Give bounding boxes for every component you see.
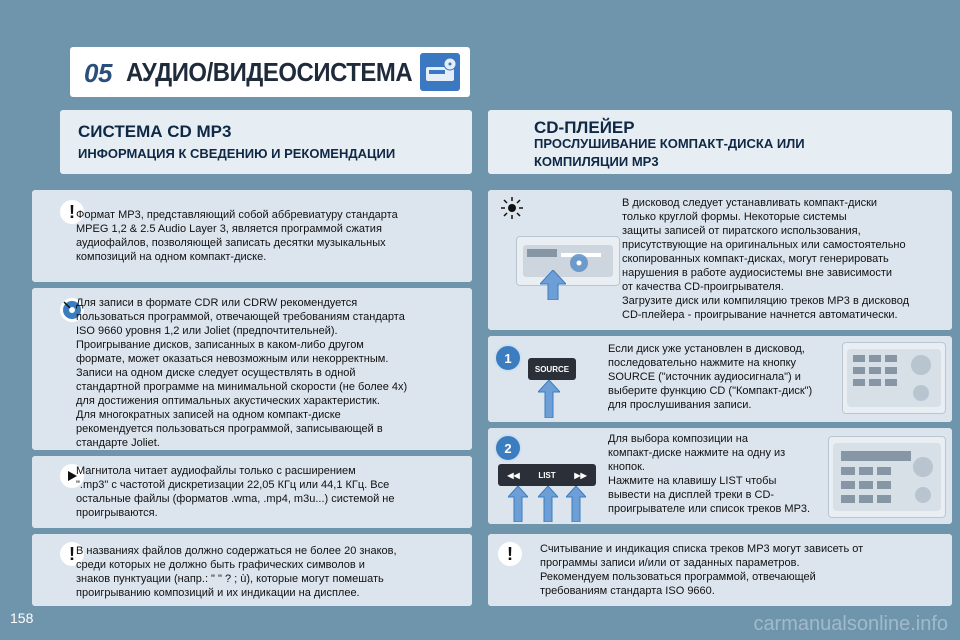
light-icon [500, 196, 524, 225]
section-subtitle: ИНФОРМАЦИЯ К СВЕДЕНИЮ И РЕКОМЕНДАЦИИ [78, 146, 396, 161]
audio-video-icon [420, 53, 460, 91]
step-2-panel [488, 428, 952, 524]
text-line: Нажмите на клавишу LIST чтобы [608, 475, 777, 487]
text-line: только круглой формы. Некоторые системы [622, 211, 847, 223]
text-line: ".mp3" с частотой дискретизации 22,05 КГц или 44,1 КГц. Все [76, 479, 390, 491]
exclamation-icon: ! [60, 200, 84, 224]
text-line: формате, может оказаться невозможным или некорректным. [76, 353, 389, 365]
info-panel-file-formats [32, 456, 472, 528]
text-line: выберите функцию CD ("Компакт-диск") [608, 385, 813, 397]
text-line: В названиях файлов должно содержаться не более 20 знаков, [76, 545, 397, 557]
text-line: скопированных компакт-дисках, могут генерировать [622, 253, 889, 265]
text-line: Магнитола читает аудиофайлы только с расширением [76, 465, 356, 477]
press-arrow-icon [538, 380, 560, 423]
text-line: стандартной программе на минимальной скорости (не более 4x) [76, 381, 408, 393]
info-panel-file-names [32, 534, 472, 606]
text-line: для прослушивания записи. [608, 399, 752, 411]
press-arrow-icon [566, 486, 586, 527]
text-line: Для многократных записей на одном компакт-диске [76, 409, 341, 421]
text-line: Формат MP3, представляющий собой аббревиатуру стандарта [76, 209, 398, 221]
text-line: проигрыванию композиций и их индикации на дисплее. [76, 587, 360, 599]
text-line: знаков пунктуации (напр.: " " ? ; ù), которые могут помешать [76, 573, 384, 585]
text-line: CD-плейера - проигрывание начнется автоматически. [622, 309, 898, 321]
step-number-badge: 1 [494, 344, 522, 372]
source-button[interactable]: SOURCE [528, 358, 576, 380]
text-line: Если диск уже установлен в дисковод, [608, 343, 805, 355]
next-track-button[interactable]: ▶▶ [574, 470, 587, 480]
press-arrow-icon [538, 486, 558, 527]
text-line: защиты записей от пиратского использования, [622, 225, 861, 237]
step-number-badge: 2 [494, 434, 522, 462]
text-line: среди которых не должно быть графических символов и [76, 559, 365, 571]
control-panel-image [828, 436, 946, 518]
text-line: пользоваться программой, отвечающей требованиям стандарта [76, 311, 405, 323]
text-line: Рекомендуем пользоваться программой, отвечающей [540, 571, 816, 583]
text-line: присутствующие на оригинальных или самостоятельно [622, 239, 906, 251]
text-line: компакт-диске нажмите на одну из [608, 447, 786, 459]
exclamation-icon: ! [60, 542, 84, 566]
text-line: MPEG 1,2 & 2.5 Audio Layer 3, является программой сжатия [76, 223, 382, 235]
track-buttons [498, 464, 596, 486]
text-line: кнопок. [608, 461, 645, 473]
previous-track-button[interactable]: ◀◀ [507, 470, 520, 480]
text-line: Записи на одном диске следует осуществлять в одной [76, 367, 356, 379]
section-subtitle-line1: ПРОСЛУШИВАНИЕ КОМПАКТ-ДИСКА ИЛИ [534, 136, 805, 151]
mp3-warning-panel [488, 534, 952, 606]
text-line: вывести на дисплей треки в CD- [608, 489, 775, 501]
text-line: проигрывателе или список треков MP3. [608, 503, 811, 515]
text-line: проигрываются. [76, 507, 158, 519]
text-line: композиций на одном компакт-диске. [76, 251, 267, 263]
text-line: требованиям стандарта ISO 9660. [540, 585, 715, 597]
chapter-title: АУДИО/ВИДЕОСИСТЕМА [126, 57, 413, 87]
text-line: Считывание и индикация списка треков MP3 могут зависеть от [540, 543, 864, 555]
right-section-header [488, 110, 952, 174]
section-title: СИСТЕМА CD MP3 [78, 122, 232, 141]
chapter-number: 05 [84, 58, 112, 88]
text-line: В дисковод следует устанавливать компакт-диски [622, 197, 878, 209]
left-section-header [60, 110, 472, 174]
exclamation-icon: ! [498, 542, 522, 566]
text-line: остальные файлы (форматов .wma, .mp4, m3u...) системой не [76, 493, 395, 505]
text-line: Для записи в формате CDR или CDRW рекомендуется [76, 297, 358, 309]
radio-unit-image [516, 236, 620, 286]
cd-insert-panel [488, 190, 952, 330]
watermark: carmanualsonline.info [753, 613, 948, 635]
text-line: программы записи и/или от заданных параметров. [540, 557, 800, 569]
text-line: SOURCE ("источник аудиосигнала") и [608, 371, 801, 383]
press-arrow-icon [508, 486, 528, 527]
text-line: нарушения в работе аудиосистемы вне зависимости [622, 267, 893, 279]
info-panel-mp3-format [32, 190, 472, 282]
list-button[interactable]: LIST [538, 470, 556, 480]
text-line: стандарте Joliet. [76, 437, 160, 449]
step-1-panel [488, 336, 952, 422]
info-panel-cdr-recording [32, 288, 472, 450]
text-line: Для выбора композиции на [608, 433, 748, 445]
section-title: CD-ПЛЕЙЕР [534, 118, 635, 137]
text-line: Проигрывание дисков, записанных в каком-либо другом [76, 339, 364, 351]
page-number: 158 [10, 610, 34, 626]
text-line: последовательно нажмите на кнопку [608, 357, 797, 369]
text-line: Загрузите диск или компиляцию треков MP3 в дисковод [622, 295, 910, 307]
insert-arrow-icon [540, 270, 566, 305]
section-subtitle-line2: КОМПИЛЯЦИИ MP3 [534, 154, 659, 169]
text-line: рекомендуется пользоваться программой, записывающей в [76, 423, 383, 435]
text-line: ISO 9660 уровня 1,2 или Joliet (предпочтительней). [76, 325, 338, 337]
text-line: для достижения оптимальных акустических характеристик. [76, 395, 380, 407]
text-line: от качества CD-проигрывателя. [622, 281, 784, 293]
text-line: аудиофайлов, позволяющей записать десятки музыкальных [76, 237, 386, 249]
control-panel-image [842, 342, 946, 414]
